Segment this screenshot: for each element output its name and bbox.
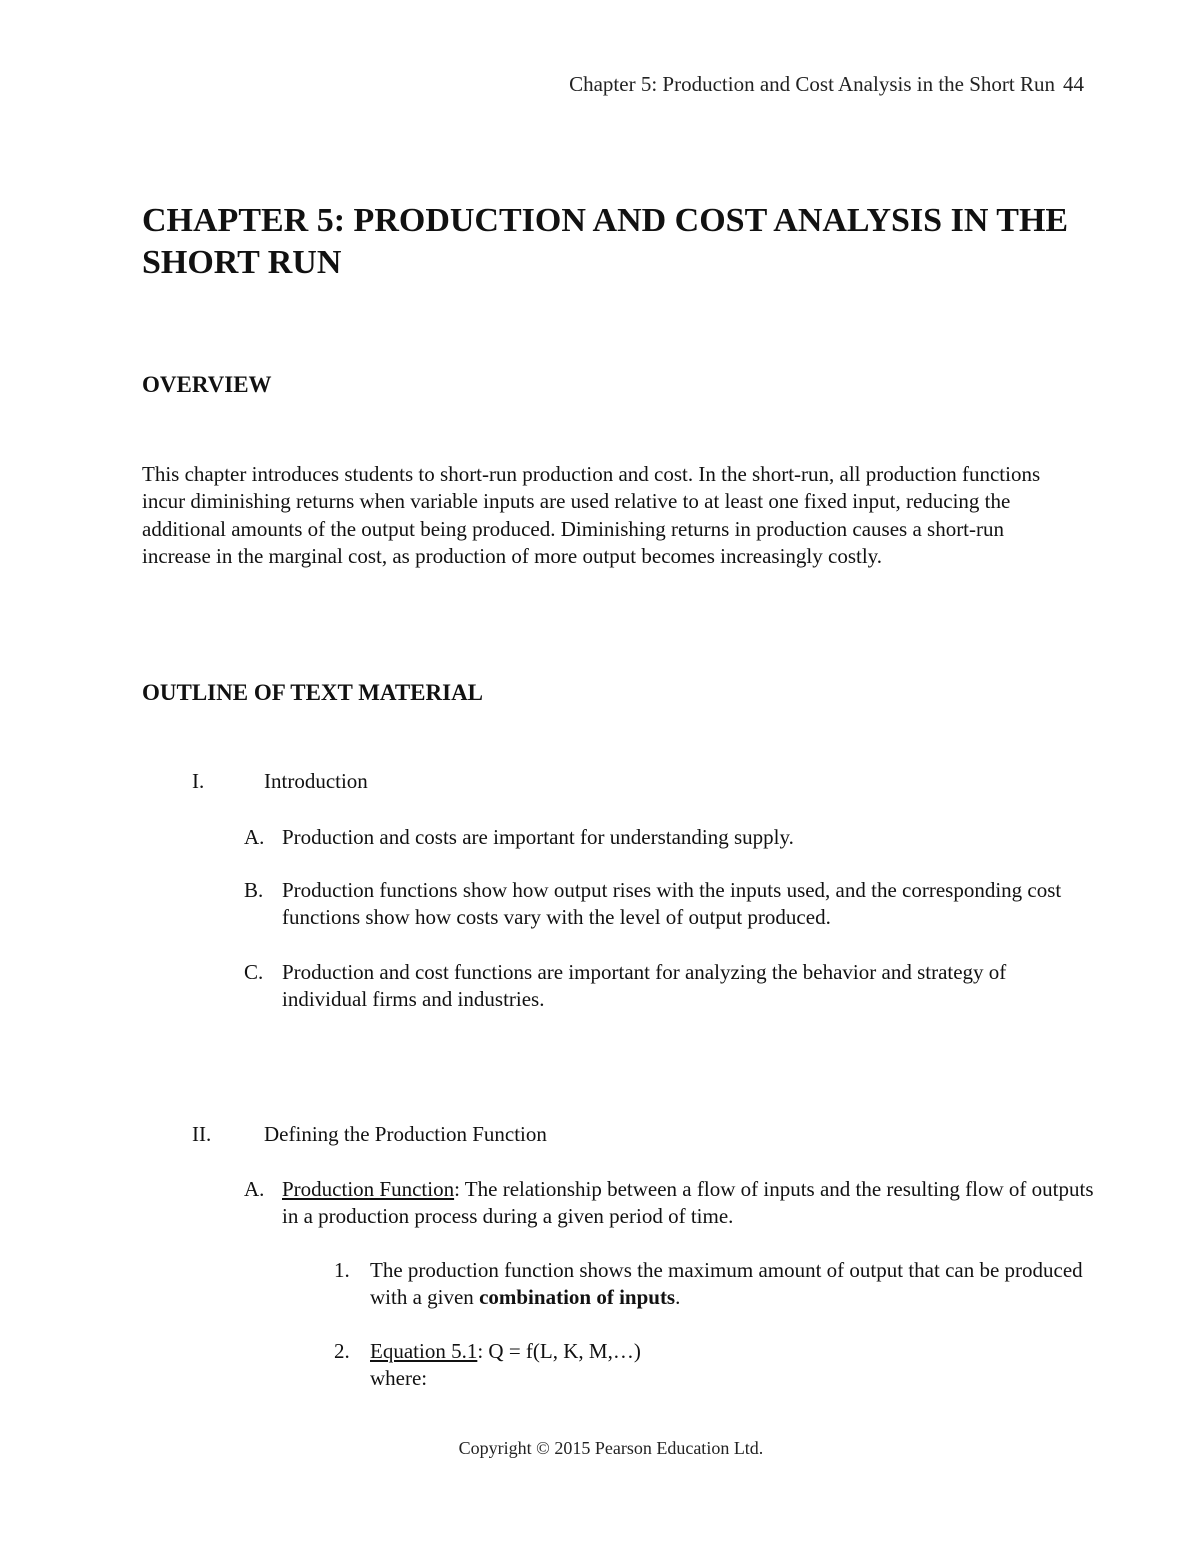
bold-term: combination of inputs	[479, 1285, 676, 1310]
item-text: Production and costs are important for understanding supply.	[282, 825, 794, 849]
item-marker: C.	[244, 960, 264, 984]
item-text	[370, 1257, 1094, 1312]
running-header	[569, 72, 1084, 97]
item-marker: A.	[244, 825, 265, 849]
outline-item-1b	[244, 877, 1094, 932]
overview-heading: OVERVIEW	[142, 372, 272, 397]
defined-term: Production Function	[282, 1177, 455, 1201]
chapter-title: CHAPTER 5: PRODUCTION AND COST ANALYSIS IN THE SHORT RUN	[142, 202, 1069, 281]
section-title: Introduction	[264, 769, 368, 793]
item-text: Production functions show how output rises with the inputs used, and the corresponding cost functions show how costs vary with the level of output produced.	[282, 878, 1062, 930]
overview-paragraph: This chapter introduces students to short-run production and cost. In the short-run, all production functions incur diminishing returns when variable inputs are used relative to at least one fixed input, reducing the additional amounts of the output being produced. Diminishing returns in production causes a short-run increase in the marginal cost, as production of more output becomes increasingly costly.	[142, 462, 1041, 568]
outline-section-2	[192, 1122, 547, 1147]
item-marker: 1.	[334, 1258, 350, 1282]
item-marker: A.	[244, 1177, 265, 1201]
outline-heading: OUTLINE OF TEXT MATERIAL	[142, 680, 484, 705]
outline-item-1a	[244, 824, 1094, 851]
item-text: Production and cost functions are important for analyzing the behavior and strategy of individual firms and industries.	[282, 960, 1007, 1012]
item-text	[282, 1176, 1094, 1231]
item-marker: 2.	[334, 1339, 350, 1363]
text-after: .	[675, 1285, 681, 1310]
section-numeral: II.	[192, 1122, 212, 1146]
section-numeral: I.	[192, 769, 205, 793]
page-number: 44	[1063, 72, 1084, 96]
equation-label: Equation 5.1	[370, 1339, 478, 1363]
text-before: The production function shows the maximum amount of output that can be produced with a given	[370, 1258, 1083, 1310]
outline-item-1c	[244, 959, 1094, 1014]
copyright-footer: Copyright © 2015 Pearson Education Ltd.	[458, 1438, 764, 1458]
outline-subitem-2a-2	[334, 1338, 1094, 1393]
outline-subitem-2a-1	[334, 1257, 1094, 1312]
running-title: Chapter 5: Production and Cost Analysis in the Short Run	[569, 72, 1055, 96]
outline-item-2a	[244, 1176, 1094, 1231]
item-marker: B.	[244, 878, 264, 902]
equation: : Q = f(L, K, M,…)	[477, 1339, 641, 1363]
term-definition: : The relationship between a flow of inputs and the resulting flow of outputs in a production process during a given period of time.	[282, 1177, 1094, 1229]
outline-section-1	[192, 769, 368, 794]
where-label: where:	[370, 1366, 428, 1391]
item-text	[370, 1338, 1094, 1393]
section-title: Defining the Production Function	[264, 1122, 547, 1146]
